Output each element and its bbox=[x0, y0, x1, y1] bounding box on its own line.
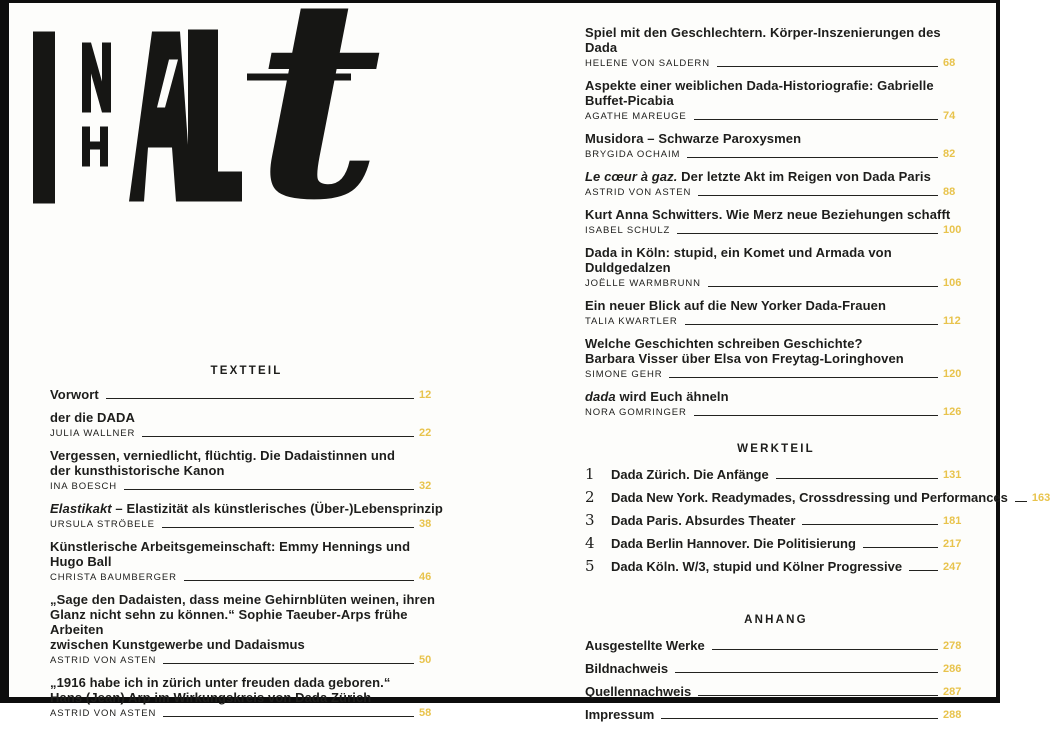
toc-entry bbox=[50, 592, 443, 667]
entry-title bbox=[585, 131, 967, 146]
entry-author: ASTRID VON ASTEN bbox=[585, 187, 692, 198]
title-segment: Spiel mit den Geschlechtern. Körper-Inszenierungen des Dada bbox=[585, 25, 941, 55]
title-segment: Hans (Jean) Arp im Wirkungskreis von Dada Zürich bbox=[50, 690, 372, 705]
page-number: 247 bbox=[943, 561, 962, 573]
leader-line bbox=[163, 663, 414, 664]
anhang-item-title: Impressum bbox=[585, 707, 655, 722]
toc-entry bbox=[585, 131, 967, 161]
logo-letter-a bbox=[129, 32, 192, 202]
leader-line bbox=[909, 570, 938, 571]
title-segment: Der letzte Akt im Reigen von Dada Paris bbox=[677, 169, 931, 184]
entry-meta-row bbox=[50, 478, 443, 493]
toc-entry bbox=[50, 448, 443, 493]
entry-meta-row bbox=[50, 705, 443, 720]
leader-line bbox=[1015, 501, 1027, 502]
page-number: 181 bbox=[943, 515, 962, 527]
logo-letter-h bbox=[82, 127, 108, 167]
entry-title bbox=[585, 207, 967, 222]
entry-meta-row bbox=[585, 275, 967, 290]
textteil-entries bbox=[50, 387, 443, 720]
entry-meta-row bbox=[585, 108, 967, 123]
entry-author: ISABEL SCHULZ bbox=[585, 225, 671, 236]
leader-line bbox=[863, 547, 938, 548]
page-number: 68 bbox=[943, 57, 956, 69]
leader-line bbox=[106, 398, 414, 399]
logo-letter-t: t bbox=[255, 0, 383, 261]
page-number: 12 bbox=[419, 389, 432, 401]
page-number: 278 bbox=[943, 640, 962, 652]
entry-meta-row bbox=[585, 366, 967, 381]
entry-title bbox=[50, 387, 99, 402]
leader-line bbox=[802, 524, 938, 525]
entry-author: ASTRID VON ASTEN bbox=[50, 708, 157, 719]
title-segment: Kurt Anna Schwitters. Wie Merz neue Beziehungen schafft bbox=[585, 207, 951, 222]
toc-entry bbox=[585, 169, 967, 199]
title-segment: Musidora – Schwarze Paroxysmen bbox=[585, 131, 802, 146]
werkteil-item-title: Dada Paris. Absurdes Theater bbox=[611, 513, 796, 528]
leader-line bbox=[698, 695, 938, 696]
page-number: 120 bbox=[943, 368, 962, 380]
werkteil-item-title: Dada Berlin Hannover. Die Politisierung bbox=[611, 536, 856, 551]
entry-author: BRYGIDA OCHAIM bbox=[585, 149, 681, 160]
entry-author: HELENE VON SALDERN bbox=[585, 58, 710, 69]
anhang-item bbox=[585, 684, 967, 699]
entry-title bbox=[585, 25, 967, 55]
right-column bbox=[585, 25, 1051, 730]
entry-meta-row bbox=[585, 55, 967, 70]
leader-line bbox=[162, 527, 414, 528]
werkteil-item bbox=[585, 513, 967, 528]
leader-line bbox=[687, 157, 938, 158]
entry-meta-row bbox=[50, 425, 443, 440]
entry-title bbox=[585, 169, 967, 184]
werkteil-item-number: 4 bbox=[585, 534, 595, 552]
leader-line bbox=[184, 580, 414, 581]
leader-line bbox=[694, 119, 938, 120]
page-number: 82 bbox=[943, 148, 956, 160]
leader-line bbox=[661, 718, 938, 719]
title-segment: wird Euch ähneln bbox=[615, 389, 729, 404]
title-segment: Elastikakt bbox=[50, 501, 112, 516]
anhang-item-title: Bildnachweis bbox=[585, 661, 669, 676]
title-segment: – Elastizität als künstlerisches (Über-)Lebensprinzip bbox=[111, 501, 443, 516]
entry-title bbox=[585, 336, 967, 366]
werkteil-item bbox=[585, 536, 967, 551]
page-number: 58 bbox=[419, 707, 432, 719]
entry-author: SIMONE GEHR bbox=[585, 369, 663, 380]
entry-title bbox=[585, 389, 967, 404]
title-segment: Künstlerische Arbeitsgemeinschaft: Emmy Hennings und Hugo Ball bbox=[50, 539, 411, 569]
leader-line bbox=[717, 66, 938, 67]
leader-line bbox=[677, 233, 938, 234]
entry-author: JOËLLE WARMBRUNN bbox=[585, 278, 701, 289]
title-segment: der die DADA bbox=[50, 410, 135, 425]
leader-line bbox=[685, 324, 938, 325]
anhang-items bbox=[585, 638, 967, 722]
toc-entry bbox=[585, 207, 967, 237]
toc-entry bbox=[50, 410, 443, 440]
page-number: 74 bbox=[943, 110, 956, 122]
logo-letter-i bbox=[33, 32, 55, 204]
entry-author: NORA GOMRINGER bbox=[585, 407, 687, 418]
title-segment: Ein neuer Blick auf die New Yorker Dada-Frauen bbox=[585, 298, 887, 313]
title-segment: Dada in Köln: stupid, ein Komet und Armada von Duldgedalzen bbox=[585, 245, 892, 275]
leader-line bbox=[675, 672, 938, 673]
werkteil-item-number: 2 bbox=[585, 488, 595, 506]
toc-entry bbox=[585, 336, 967, 381]
leader-line bbox=[698, 195, 938, 196]
leader-line bbox=[694, 415, 938, 416]
entry-meta-row bbox=[585, 313, 967, 328]
entry-title bbox=[50, 501, 443, 516]
logo-letter-l bbox=[188, 30, 242, 202]
leader-line bbox=[712, 649, 938, 650]
anhang-heading: ANHANG bbox=[744, 614, 808, 626]
entry-title bbox=[585, 245, 967, 275]
entry-author: TALIA KWARTLER bbox=[585, 316, 678, 327]
page-number: 287 bbox=[943, 686, 962, 698]
werkteil-item-number: 5 bbox=[585, 557, 595, 575]
anhang-item bbox=[585, 638, 967, 653]
entry-meta-row bbox=[50, 652, 443, 667]
essays-right-entries bbox=[585, 25, 967, 419]
werkteil-heading: WERKTEIL bbox=[737, 443, 815, 455]
entry-title bbox=[50, 448, 443, 478]
title-segment: zwischen Kunstgewerbe und Dadaismus bbox=[50, 637, 305, 652]
anhang-item bbox=[585, 707, 967, 722]
entry-meta-row bbox=[50, 516, 443, 531]
leader-line bbox=[776, 478, 938, 479]
werkteil-item-number: 1 bbox=[585, 465, 595, 483]
entry-meta-row bbox=[585, 146, 967, 161]
page-number: 38 bbox=[419, 518, 432, 530]
toc-entry bbox=[585, 25, 967, 70]
title-segment: „1916 habe ich in zürich unter freuden dada geboren.“ bbox=[50, 675, 391, 690]
title-segment: „Sage den Dadaisten, dass meine Gehirnblüten weinen, ihren bbox=[50, 592, 436, 607]
page-number: 88 bbox=[943, 186, 956, 198]
entry-meta-row bbox=[585, 184, 967, 199]
anhang-item-title: Quellennachweis bbox=[585, 684, 692, 699]
entry-author: AGATHE MAREUGE bbox=[585, 111, 687, 122]
entry-title bbox=[50, 539, 443, 569]
title-segment: Vergessen, verniedlicht, flüchtig. Die Dadaistinnen und bbox=[50, 448, 396, 463]
toc-entry bbox=[585, 245, 967, 290]
page-number: 100 bbox=[943, 224, 962, 236]
title-segment: dada bbox=[585, 389, 616, 404]
toc-entry bbox=[50, 675, 443, 720]
toc-entry bbox=[585, 298, 967, 328]
entry-author: CHRISTA BAUMBERGER bbox=[50, 572, 177, 583]
page-number: 50 bbox=[419, 654, 432, 666]
werkteil-items bbox=[585, 465, 1051, 575]
werkteil-item-title: Dada New York. Readymades, Crossdressing und Performances bbox=[611, 490, 1008, 505]
title-segment: Vorwort bbox=[50, 387, 99, 402]
entry-meta-row bbox=[585, 222, 967, 237]
page-number: 106 bbox=[943, 277, 962, 289]
inhalt-logo bbox=[33, 0, 383, 261]
page-number: 288 bbox=[943, 709, 962, 721]
toc-entry bbox=[50, 539, 443, 584]
inhalt-logo-graphic bbox=[33, 0, 383, 261]
entry-title bbox=[50, 410, 443, 425]
page-number: 126 bbox=[943, 406, 962, 418]
title-segment: Aspekte einer weiblichen Dada-Historiografie: Gabrielle Buffet-Picabia bbox=[585, 78, 934, 108]
werkteil-item bbox=[585, 488, 1051, 506]
anhang-item bbox=[585, 661, 967, 676]
werkteil-item bbox=[585, 559, 967, 574]
entry-author: URSULA STRÖBELE bbox=[50, 519, 155, 530]
logo-letter-n bbox=[82, 43, 111, 113]
entry-meta-row bbox=[50, 569, 443, 584]
entry-meta-row bbox=[585, 404, 967, 419]
entry-author: ASTRID VON ASTEN bbox=[50, 655, 157, 666]
page-number: 163 bbox=[1031, 492, 1051, 504]
page-number: 286 bbox=[943, 663, 962, 675]
werkteil-item-number: 3 bbox=[585, 511, 595, 529]
page-number: 22 bbox=[419, 427, 432, 439]
leader-line bbox=[669, 377, 938, 378]
title-segment: Barbara Visser über Elsa von Freytag-Loringhoven bbox=[585, 351, 904, 366]
leader-line bbox=[124, 489, 414, 490]
entry-title bbox=[50, 592, 443, 652]
leader-line bbox=[142, 436, 414, 437]
page-number: 112 bbox=[943, 315, 961, 327]
entry-title bbox=[585, 78, 967, 108]
toc-entry bbox=[585, 78, 967, 123]
entry-meta-row bbox=[50, 387, 443, 402]
toc-entry bbox=[585, 389, 967, 419]
title-segment: der kunsthistorische Kanon bbox=[50, 463, 225, 478]
entry-author: INA BOESCH bbox=[50, 481, 118, 492]
page-number: 131 bbox=[943, 469, 962, 481]
werkteil-item-title: Dada Zürich. Die Anfänge bbox=[611, 467, 769, 482]
entry-title bbox=[585, 298, 967, 313]
leader-line bbox=[708, 286, 938, 287]
textteil-column bbox=[50, 365, 443, 728]
title-segment: Le cœur à gaz. bbox=[585, 169, 678, 184]
werkteil-item-title: Dada Köln. W/3, stupid und Kölner Progressive bbox=[611, 559, 903, 574]
textteil-heading: TEXTTEIL bbox=[210, 365, 283, 377]
title-segment: Glanz nicht sehn zu können.“ Sophie Taeuber-Arps frühe Arbeiten bbox=[50, 607, 408, 637]
toc-entry bbox=[50, 387, 443, 402]
leader-line bbox=[163, 716, 414, 717]
title-segment: Welche Geschichten schreiben Geschichte? bbox=[585, 336, 863, 351]
toc-entry bbox=[50, 501, 443, 531]
anhang-item-title: Ausgestellte Werke bbox=[585, 638, 705, 653]
page-number: 32 bbox=[419, 480, 432, 492]
entry-title bbox=[50, 675, 443, 705]
page-number: 217 bbox=[943, 538, 962, 550]
werkteil-item bbox=[585, 467, 967, 482]
entry-author: JULIA WALLNER bbox=[50, 428, 136, 439]
page-number: 46 bbox=[419, 571, 432, 583]
